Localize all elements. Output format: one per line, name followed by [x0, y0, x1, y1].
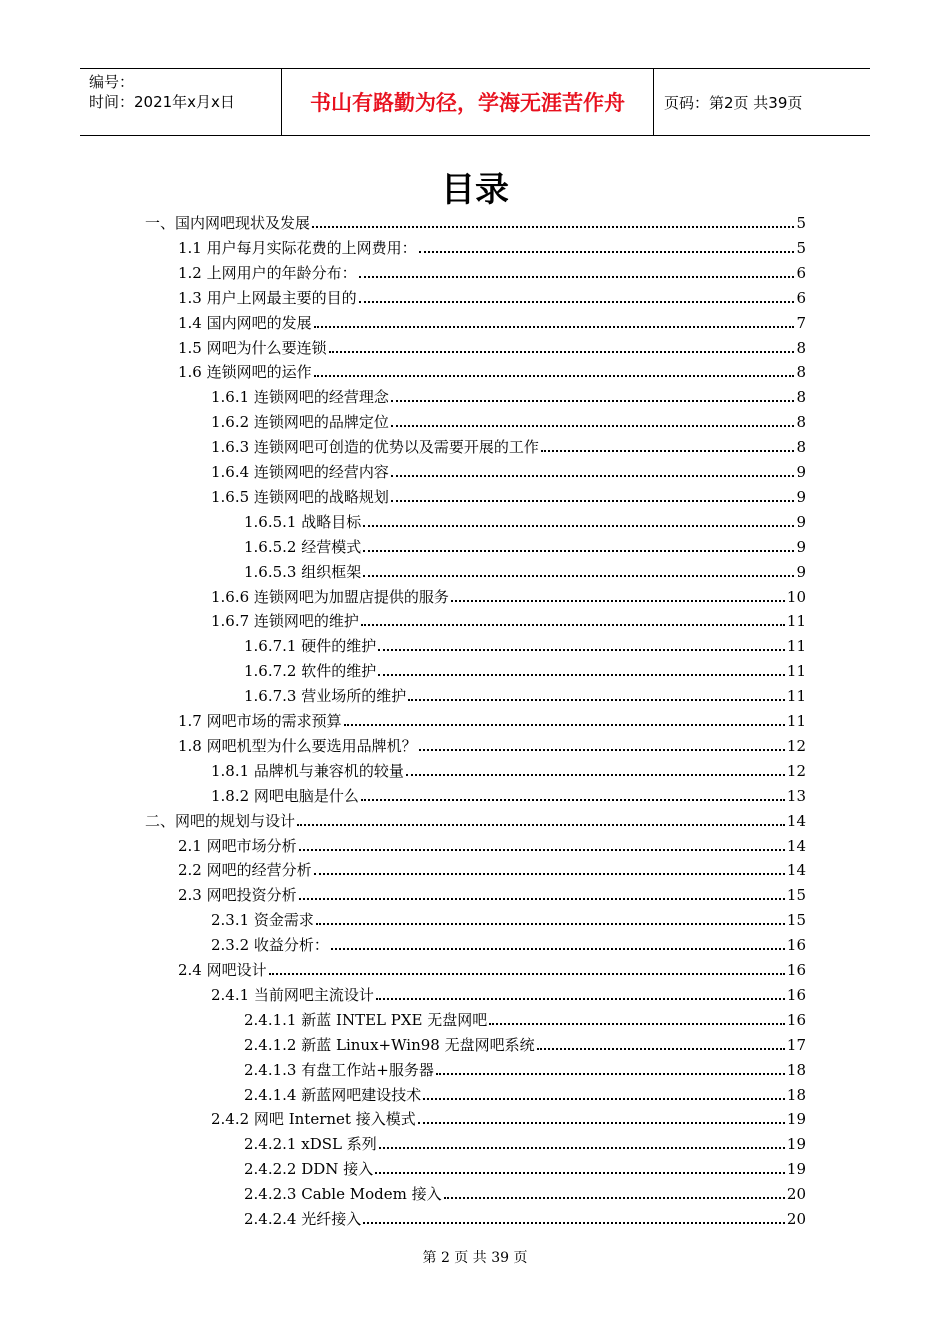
toc-entry-title: 2.4.1.4 新蓝网吧建设技术 — [244, 1085, 422, 1104]
toc-entry-page: 7 — [796, 313, 806, 332]
toc-entry[interactable] — [178, 732, 806, 756]
toc-entry[interactable] — [211, 607, 806, 631]
toc-entry-title: 2.4.1.3 有盘工作站+服务器 — [244, 1060, 434, 1079]
toc-entry[interactable] — [211, 458, 806, 482]
toc-entry[interactable] — [244, 1006, 806, 1030]
toc-entry-page: 6 — [796, 263, 806, 282]
toc-entry[interactable] — [244, 632, 806, 656]
toc-leader-dots — [363, 1222, 785, 1224]
toc-entry-title: 2.4 网吧设计 — [178, 961, 267, 979]
toc-leader-dots — [363, 575, 794, 577]
toc-entry-title: 2.1 网吧市场分析 — [178, 836, 297, 855]
toc-entry-page: 18 — [786, 1085, 806, 1104]
toc-entry-page: 9 — [796, 463, 806, 481]
toc-leader-dots — [391, 400, 795, 402]
toc-leader-dots — [299, 849, 785, 851]
header-meta — [80, 69, 282, 135]
toc-entry[interactable] — [178, 707, 806, 731]
toc-entry-page: 9 — [796, 512, 806, 531]
toc-entry-page: 12 — [786, 761, 806, 780]
toc-entry-title: 一、国内网吧现状及发展 — [145, 214, 311, 232]
toc-entry-page: 11 — [786, 637, 806, 656]
toc-entry[interactable] — [244, 1130, 806, 1154]
toc-entry[interactable] — [244, 1180, 806, 1204]
toc-entry-page: 16 — [786, 936, 806, 955]
toc-entry[interactable] — [178, 234, 806, 258]
toc-entry-page: 14 — [786, 836, 806, 855]
toc-entry-title: 1.8.1 品牌机与兼容机的较量 — [211, 761, 404, 780]
toc-entry-page: 9 — [796, 562, 806, 581]
toc-entry-page: 5 — [796, 238, 806, 257]
toc-entry[interactable] — [211, 931, 806, 955]
toc-leader-dots — [361, 799, 785, 801]
toc-entry[interactable] — [211, 906, 806, 930]
toc-entry-title: 2.4.2.3 Cable Modem 接入 — [244, 1185, 442, 1204]
toc-entry-title: 2.3.2 收益分析： — [211, 936, 329, 955]
toc-entry[interactable] — [244, 508, 806, 532]
toc-entry-page: 11 — [786, 662, 806, 681]
toc-entry[interactable] — [211, 981, 806, 1005]
toc-entry-title: 1.6.5 连锁网吧的战略规划 — [211, 487, 389, 506]
toc-leader-dots — [419, 251, 795, 253]
toc-entry[interactable] — [178, 956, 806, 980]
toc-leader-dots — [361, 624, 785, 626]
toc-entry[interactable] — [211, 408, 806, 432]
toc-entry[interactable] — [244, 657, 806, 681]
toc-leader-dots — [331, 948, 785, 950]
toc-entry-title: 二、网吧的规划与设计 — [145, 811, 296, 830]
toc-entry-page: 14 — [786, 861, 806, 880]
toc-entry-title: 2.4.1.2 新蓝 Linux+Win98 无盘网吧系统 — [244, 1035, 535, 1054]
toc-entry-title: 1.6.2 连锁网吧的品牌定位 — [211, 413, 389, 432]
toc-leader-dots — [489, 1023, 785, 1025]
toc-entry-title: 1.6.7.2 软件的维护 — [244, 662, 377, 681]
toc-entry-title: 1.2 上网用户的年龄分布： — [178, 263, 357, 282]
toc-entry-title: 1.4 国内网吧的发展 — [178, 313, 312, 332]
toc-entry-page: 19 — [786, 1110, 806, 1129]
toc-leader-dots — [391, 425, 795, 427]
toc-entry[interactable] — [211, 383, 806, 407]
toc-entry[interactable] — [244, 682, 806, 706]
toc-entry-title: 1.1 用户每月实际花费的上网费用： — [178, 238, 417, 257]
toc-entry-title: 1.6.6 连锁网吧为加盟店提供的服务 — [211, 587, 449, 606]
toc-entry[interactable] — [178, 358, 806, 382]
toc-leader-dots — [391, 475, 795, 477]
toc-entry-page: 19 — [786, 1135, 806, 1154]
toc-leader-dots — [378, 674, 785, 676]
toc-entry-title: 1.5 网吧为什么要连锁 — [178, 338, 327, 357]
toc-leader-dots — [314, 326, 795, 328]
page-footer: 第 2 页 共 39 页 — [422, 1250, 528, 1266]
toc-entry-page: 18 — [786, 1060, 806, 1079]
toc-entry[interactable] — [178, 259, 806, 283]
toc-leader-dots — [269, 973, 785, 975]
toc-leader-dots — [375, 1172, 785, 1174]
toc-entry[interactable] — [211, 433, 806, 457]
toc-entry-page: 16 — [786, 961, 806, 979]
toc-entry-title: 1.6.7.1 硬件的维护 — [244, 637, 377, 656]
toc-entry-title: 2.3.1 资金需求 — [211, 911, 314, 930]
toc-leader-dots — [359, 301, 795, 303]
toc-leader-dots — [436, 1073, 785, 1075]
toc-leader-dots — [299, 898, 785, 900]
toc-entry-title: 2.4.2.2 DDN 接入 — [244, 1160, 374, 1179]
toc-entry-title: 2.4.1.1 新蓝 INTEL PXE 无盘网吧 — [244, 1010, 488, 1029]
toc-entry-page: 5 — [796, 214, 806, 232]
toc-entry-title: 1.8.2 网吧电脑是什么 — [211, 786, 359, 805]
toc-entry-page: 16 — [786, 985, 806, 1004]
toc-entry-page: 9 — [796, 537, 806, 556]
toc-entry-page: 9 — [796, 487, 806, 506]
toc-entry-page: 6 — [796, 288, 806, 307]
toc-entry[interactable] — [211, 782, 806, 806]
toc-entry[interactable] — [211, 583, 806, 607]
toc-leader-dots — [316, 923, 785, 925]
toc-leader-dots — [344, 724, 785, 726]
toc-leader-dots — [444, 1197, 785, 1199]
header-page-info: 页码：第2页 共39页 — [664, 93, 803, 112]
toc-entry[interactable] — [178, 881, 806, 905]
toc-entry-page: 13 — [786, 786, 806, 805]
toc-entry-title: 2.4.2 网吧 Internet 接入模式 — [211, 1110, 416, 1129]
toc-entry-title: 1.6.7 连锁网吧的维护 — [211, 612, 359, 631]
toc-entry[interactable] — [244, 1155, 806, 1179]
page-title: 目录 — [441, 170, 509, 210]
toc-entry-title: 2.4.1 当前网吧主流设计 — [211, 985, 374, 1004]
toc-leader-dots — [451, 600, 785, 602]
toc-entry-title: 1.7 网吧市场的需求预算 — [178, 712, 342, 730]
toc-leader-dots — [537, 1048, 785, 1050]
toc-entry-page: 11 — [786, 687, 806, 706]
toc-entry-page: 8 — [796, 363, 806, 382]
toc-entry-title: 1.6.1 连锁网吧的经营理念 — [211, 388, 389, 407]
toc-entry[interactable] — [178, 832, 806, 856]
toc-entry-title: 1.8 网吧机型为什么要选用品牌机？ — [178, 736, 417, 755]
toc-entry[interactable] — [211, 1105, 806, 1129]
toc-entry-page: 8 — [796, 338, 806, 357]
toc-entry[interactable] — [211, 757, 806, 781]
toc-entry-page: 19 — [786, 1160, 806, 1179]
toc-entry-title: 2.4.2.1 xDSL 系列 — [244, 1135, 377, 1154]
toc-entry-page: 15 — [786, 886, 806, 905]
toc-entry-title: 1.6.4 连锁网吧的经营内容 — [211, 463, 389, 481]
toc-entry[interactable] — [145, 209, 806, 233]
header-time: 时间：2021年x月x日 — [89, 93, 235, 111]
toc-entry-title: 1.6 连锁网吧的运作 — [178, 363, 312, 382]
toc-leader-dots — [376, 998, 785, 1000]
toc-entry-page: 20 — [786, 1210, 806, 1228]
toc-entry-page: 8 — [796, 413, 806, 432]
toc-entry-page: 17 — [786, 1035, 806, 1054]
toc-leader-dots — [408, 699, 785, 701]
toc-entry[interactable] — [244, 1081, 806, 1105]
toc-leader-dots — [363, 550, 794, 552]
toc-entry-title: 1.6.5.3 组织框架 — [244, 562, 362, 581]
toc-leader-dots — [297, 824, 785, 826]
toc-entry-title: 1.6.5.2 经营模式 — [244, 537, 362, 556]
toc-entry[interactable] — [244, 1031, 806, 1055]
toc-entry[interactable] — [211, 483, 806, 507]
toc-leader-dots — [391, 500, 795, 502]
toc-leader-dots — [418, 1122, 785, 1124]
page-header — [80, 68, 870, 136]
toc-entry-page: 16 — [786, 1010, 806, 1029]
toc-leader-dots — [379, 1147, 785, 1149]
toc-entry[interactable] — [244, 1205, 806, 1229]
toc-entry-page: 10 — [786, 587, 806, 606]
toc-entry-title: 1.6.5.1 战略目标 — [244, 512, 362, 531]
toc-entry-page: 8 — [796, 438, 806, 457]
toc-entry[interactable] — [178, 334, 806, 358]
header-motto: 书山有路勤为径，学海无涯苦作舟 — [282, 69, 654, 135]
toc-entry[interactable] — [178, 309, 806, 333]
toc-entry[interactable] — [178, 284, 806, 308]
toc-entry[interactable] — [244, 1056, 806, 1080]
toc-leader-dots — [419, 749, 785, 751]
toc-leader-dots — [314, 375, 795, 377]
toc-entry-title: 2.2 网吧的经营分析 — [178, 861, 312, 880]
toc-entry-title: 1.6.3 连锁网吧可创造的优势以及需要开展的工作 — [211, 438, 539, 457]
toc-entry-page: 14 — [786, 811, 806, 830]
toc-entry[interactable] — [244, 533, 806, 557]
toc-entry-page: 20 — [786, 1185, 806, 1204]
toc-entry-page: 15 — [786, 911, 806, 930]
toc-entry[interactable] — [145, 807, 806, 831]
toc-entry-title: 2.3 网吧投资分析 — [178, 886, 297, 905]
toc-entry-page: 12 — [786, 736, 806, 755]
toc-entry-title: 2.4.2.4 光纤接入 — [244, 1210, 362, 1228]
toc-leader-dots — [423, 1098, 785, 1100]
toc-entry[interactable] — [178, 856, 806, 880]
toc-leader-dots — [312, 226, 794, 228]
toc-leader-dots — [378, 649, 785, 651]
toc-leader-dots — [541, 450, 795, 452]
toc-leader-dots — [314, 873, 785, 875]
toc-entry-page: 8 — [796, 388, 806, 407]
toc-entry[interactable] — [244, 558, 806, 582]
toc-leader-dots — [363, 525, 794, 527]
toc-entry-page: 11 — [786, 712, 806, 730]
toc-leader-dots — [359, 276, 795, 278]
toc-entry-page: 11 — [786, 612, 806, 631]
header-number: 编号： — [89, 73, 135, 91]
toc-leader-dots — [406, 774, 785, 776]
toc-entry-title: 1.3 用户上网最主要的目的 — [178, 288, 357, 307]
toc-entry-title: 1.6.7.3 营业场所的维护 — [244, 687, 407, 706]
toc-leader-dots — [329, 351, 795, 353]
